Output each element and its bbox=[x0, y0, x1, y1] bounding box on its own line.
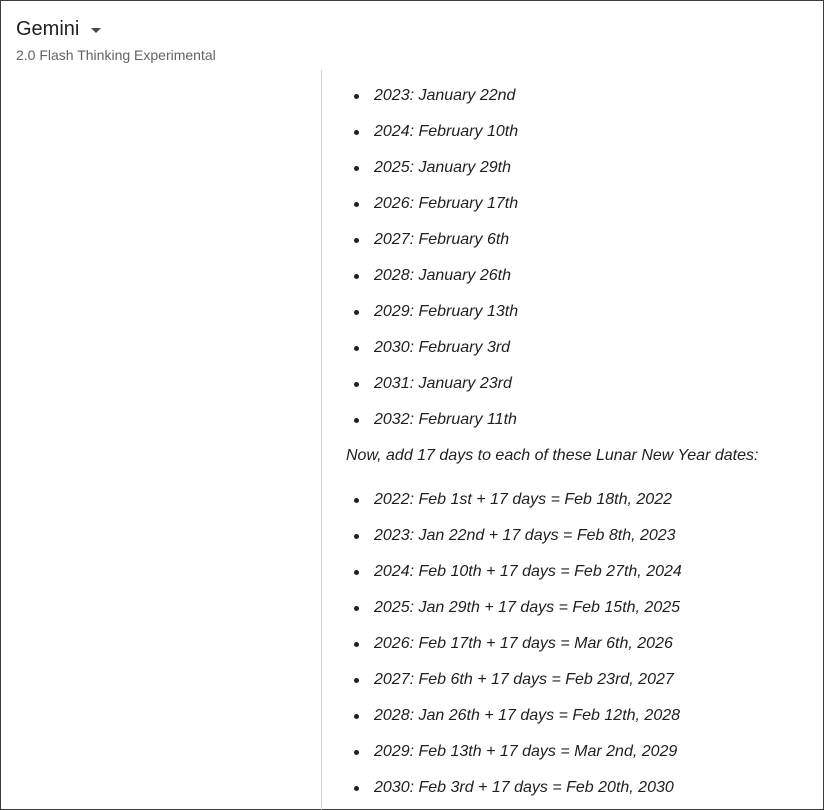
app-title: Gemini bbox=[16, 18, 80, 40]
bullet-icon bbox=[354, 166, 359, 171]
list-item-text: 2025: January 29th bbox=[374, 159, 511, 176]
bullet-icon bbox=[354, 418, 359, 423]
list-item bbox=[346, 152, 806, 188]
bullet-icon bbox=[354, 750, 359, 755]
bullet-icon bbox=[354, 382, 359, 387]
bullet-icon bbox=[354, 642, 359, 647]
bullet-icon bbox=[354, 678, 359, 683]
list-item bbox=[346, 404, 806, 440]
list-item bbox=[346, 116, 806, 152]
bullet-icon bbox=[354, 534, 359, 539]
list-item-text: 2023: Jan 22nd + 17 days = Feb 8th, 2023 bbox=[374, 527, 676, 544]
list-item bbox=[346, 224, 806, 260]
list-item-text: 2028: Jan 26th + 17 days = Feb 12th, 2028 bbox=[374, 707, 681, 724]
list-item-text: 2024: February 10th bbox=[374, 123, 519, 140]
bullet-icon bbox=[354, 202, 359, 207]
list-item bbox=[346, 628, 806, 664]
list-item bbox=[346, 520, 806, 556]
bullet-icon bbox=[354, 274, 359, 279]
list-item bbox=[346, 772, 806, 808]
bullet-icon bbox=[354, 498, 359, 503]
list-item-text: 2026: February 17th bbox=[374, 195, 519, 212]
list-item bbox=[346, 664, 806, 700]
bullet-icon bbox=[354, 346, 359, 351]
instruction-text: Now, add 17 days to each of these Lunar New Year dates: bbox=[346, 447, 759, 464]
bullet-icon bbox=[354, 94, 359, 99]
list-item bbox=[346, 332, 806, 368]
list-item-text: 2027: February 6th bbox=[374, 231, 510, 248]
list-item-text: 2030: February 3rd bbox=[374, 339, 511, 356]
list-item-text: 2029: Feb 13th + 17 days = Mar 2nd, 2029 bbox=[374, 743, 678, 760]
list-item-text: 2023: January 22nd bbox=[374, 87, 516, 104]
header bbox=[16, 18, 216, 63]
list-item bbox=[346, 368, 806, 404]
list-item bbox=[346, 556, 806, 592]
list-item bbox=[346, 736, 806, 772]
bullet-icon bbox=[354, 714, 359, 719]
list-item-text: 2030: Feb 3rd + 17 days = Feb 20th, 2030 bbox=[374, 779, 674, 796]
list-item-text: 2027: Feb 6th + 17 days = Feb 23rd, 2027 bbox=[374, 671, 674, 688]
bullet-icon bbox=[354, 310, 359, 315]
list-item-text: 2022: Feb 1st + 17 days = Feb 18th, 2022 bbox=[374, 491, 672, 508]
list-item-text: 2029: February 13th bbox=[374, 303, 519, 320]
bullet-icon bbox=[354, 570, 359, 575]
list-item-text: 2024: Feb 10th + 17 days = Feb 27th, 2024 bbox=[374, 563, 682, 580]
list-item bbox=[346, 80, 806, 116]
list-item-text: 2032: February 11th bbox=[374, 411, 517, 428]
response-content bbox=[346, 80, 806, 808]
vertical-divider bbox=[321, 70, 322, 810]
model-subtitle: 2.0 Flash Thinking Experimental bbox=[16, 47, 216, 63]
bullet-icon bbox=[354, 606, 359, 611]
list-item-text: 2025: Jan 29th + 17 days = Feb 15th, 2025 bbox=[374, 599, 681, 616]
list-item-text: 2031: January 23rd bbox=[374, 375, 512, 392]
bullet-icon bbox=[354, 130, 359, 135]
list-item-text: 2028: January 26th bbox=[374, 267, 511, 284]
list-item bbox=[346, 592, 806, 628]
bullet-icon bbox=[354, 238, 359, 243]
calculation-list bbox=[346, 484, 806, 808]
list-item bbox=[346, 484, 806, 520]
dropdown-caret-icon[interactable] bbox=[91, 28, 101, 33]
bullet-icon bbox=[354, 786, 359, 791]
lunar-dates-list bbox=[346, 80, 806, 440]
list-item bbox=[346, 700, 806, 736]
list-item bbox=[346, 260, 806, 296]
list-item-text: 2026: Feb 17th + 17 days = Mar 6th, 2026 bbox=[374, 635, 673, 652]
model-selector[interactable] bbox=[16, 18, 216, 41]
list-item bbox=[346, 296, 806, 332]
list-item bbox=[346, 188, 806, 224]
